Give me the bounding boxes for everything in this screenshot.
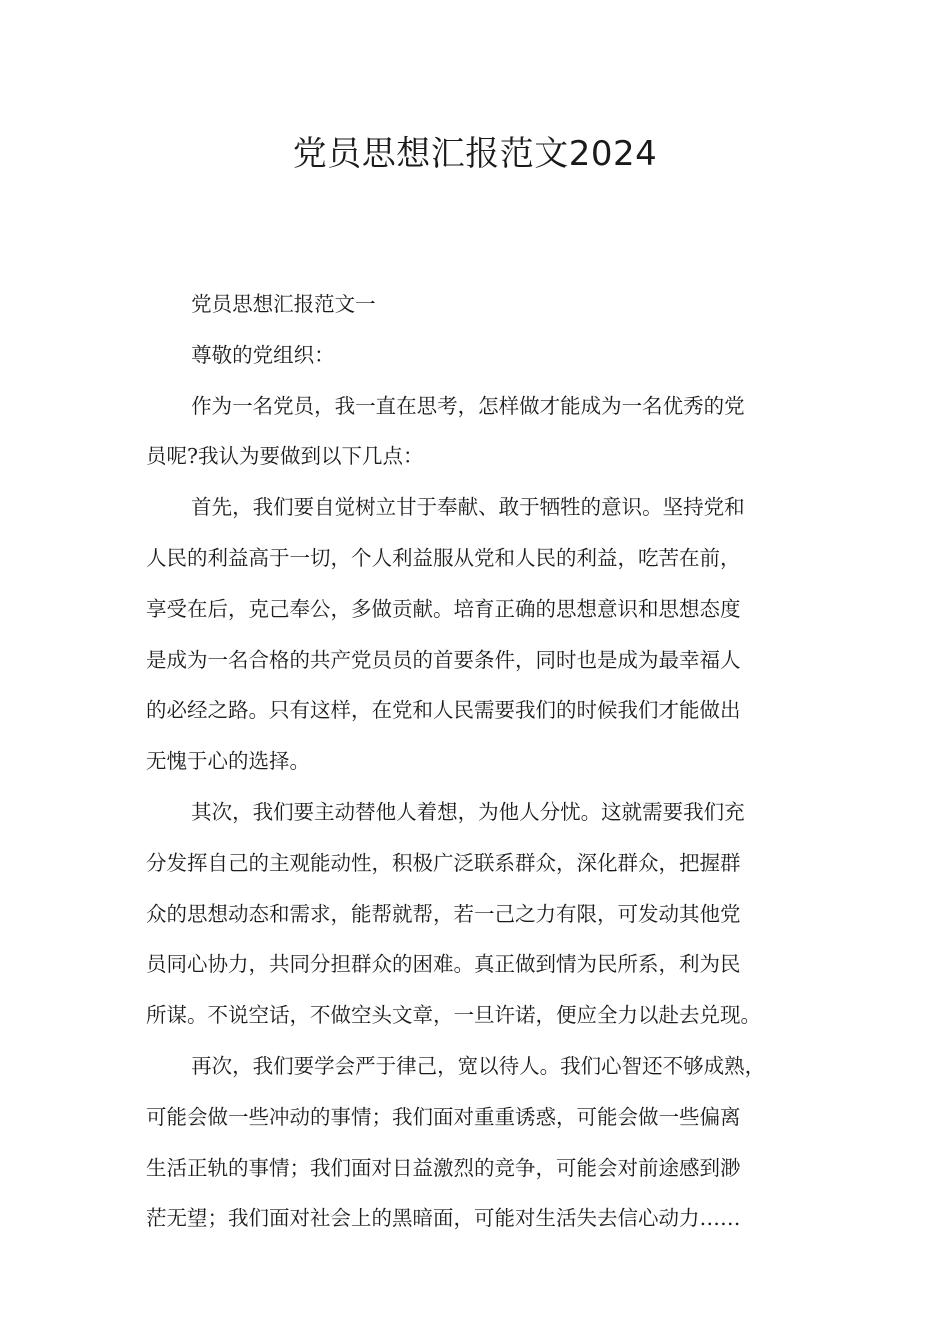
paragraph-third-point <box>146 1041 826 1244</box>
text-line: 茫无望；我们面对社会上的黑暗面，可能对生活失去信心动力…… <box>146 1206 741 1231</box>
paragraph-second-point <box>146 787 826 1041</box>
document-body <box>146 279 826 1244</box>
text-line: 生活正轨的事情；我们面对日益激烈的竞争，可能会对前途感到渺 <box>146 1155 741 1180</box>
paragraph-salutation <box>146 330 826 381</box>
text-line: 员呢?我认为要做到以下几点： <box>146 444 424 469</box>
text-line: 的必经之路。只有这样，在党和人民需要我们的时候我们才能做出 <box>146 698 741 723</box>
text-line: 是成为一名合格的共产党员员的首要条件，同时也是成为最幸福人 <box>146 647 741 672</box>
text-line: 无愧于心的选择。 <box>146 749 310 774</box>
text-line: 再次，我们要学会严于律己，宽以待人。我们心智还不够成熟， <box>191 1053 766 1078</box>
paragraph-first-point <box>146 482 826 787</box>
paragraph-intro <box>146 381 826 483</box>
text-line: 首先，我们要自觉树立甘于奉献、敢于牺牲的意识。坚持党和 <box>191 495 745 520</box>
text-line: 人民的利益高于一切，个人利益服从党和人民的利益，吃苦在前， <box>146 545 741 570</box>
text-line: 所谋。不说空话，不做空头文章，一旦许诺，便应全力以赴去兑现。 <box>146 1003 761 1028</box>
paragraph-heading <box>146 279 826 330</box>
text-line: 员同心协力，共同分担群众的困难。真正做到情为民所系，利为民 <box>146 952 741 977</box>
text-line: 其次，我们要主动替他人着想，为他人分忧。这就需要我们充 <box>191 799 745 824</box>
text-line: 享受在后，克己奉公，多做贡献。培育正确的思想意识和思想态度 <box>146 596 741 621</box>
text-line: 可能会做一些冲动的事情；我们面对重重诱惑，可能会做一些偏离 <box>146 1104 741 1129</box>
document-title: 党员思想汇报范文2024 <box>292 134 658 174</box>
text-line: 作为一名党员，我一直在思考，怎样做才能成为一名优秀的党 <box>191 393 745 418</box>
text-line: 分发挥自己的主观能动性，积极广泛联系群众，深化群众，把握群 <box>146 850 741 875</box>
text-line: 党员思想汇报范文一 <box>191 292 376 316</box>
text-line: 尊敬的党组织： <box>191 342 335 367</box>
text-line: 众的思想动态和需求，能帮就帮，若一己之力有限，可发动其他党 <box>146 901 741 926</box>
